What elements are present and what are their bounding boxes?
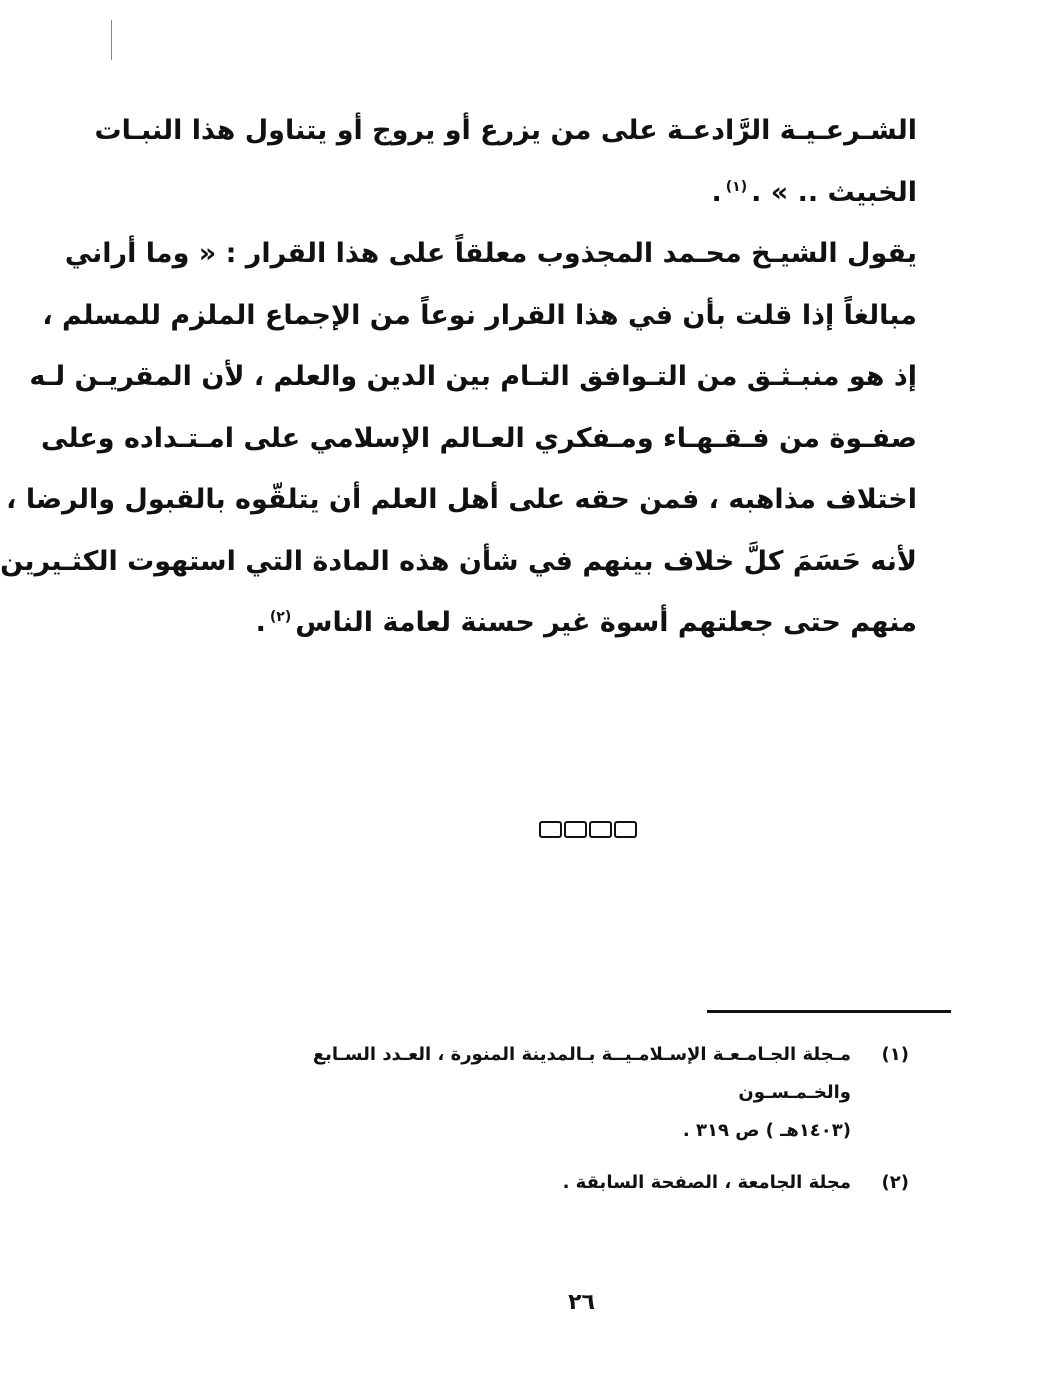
footnote-number: (١): [881, 1044, 909, 1065]
page-number: ٢٦: [568, 1290, 595, 1315]
body-line: يقول الشيـخ محـمد المجذوب معلقاً على هذا القرار : « وما أراني: [64, 238, 917, 269]
footnote-ref: (٢): [269, 609, 292, 625]
end-period: .: [711, 176, 722, 208]
footnote-text-line: (١٤٠٣هـ ) ص ٣١٩ .: [682, 1120, 851, 1141]
scan-edge-mark: [111, 20, 115, 60]
ornament-square: [614, 821, 637, 838]
section-divider-ornament: [539, 821, 647, 843]
body-line: [199, 592, 917, 654]
body-line-text: منهم حتى جعلتهم أسوة غير حسنة لعامة الناس: [295, 607, 917, 638]
footnote-text: [199, 1164, 851, 1202]
footnotes: [199, 1036, 909, 1216]
body-line: الشـرعـيـة الرَّادعـة على من يزرع أو يروج أو يتناول هذا النبـات: [94, 115, 917, 146]
ornament-square: [589, 821, 612, 838]
footnote-number: (٢): [881, 1172, 909, 1193]
body-line: صفـوة من فـقـهـاء ومـفكري العـالم الإسلامي على امـتـداده وعلى: [41, 422, 917, 454]
body-line: [199, 162, 917, 224]
footnote-separator: [707, 1010, 951, 1013]
body-line-text: الخبيث .. » .: [751, 176, 917, 208]
footnote-text-line: مجلة الجامعة ، الصفحة السابقة .: [562, 1172, 851, 1193]
end-period: .: [255, 607, 266, 638]
body-line: اختلاف مذاهبه ، فمن حقه على أهل العلم أن يتلقّوه بالقبول والرضا ،: [6, 484, 917, 515]
body-text: [0, 100, 917, 654]
body-line: لأنه حَسَمَ كلَّ خلاف بينهم في شأن هذه المادة التي استهوت الكثـيرين: [0, 545, 917, 577]
body-line: مبالغاً إذا قلت بأن في هذا القرار نوعاً من الإجماع الملزم للمسلم ،: [42, 299, 917, 331]
body-line: إذ هو منبـثـق من التـوافق التـام بين الدين والعلم ، لأن المقريـن لـه: [29, 361, 917, 392]
ornament-square: [539, 821, 562, 838]
footnote-item: [199, 1036, 909, 1150]
footnote-text-line: مـجلة الجـامـعـة الإسـلامـيــة بـالمدينة المنورة ، العـدد السـابع والخـمـسـون: [312, 1044, 851, 1103]
footnote-ref: (١): [725, 178, 748, 195]
footnote-text: [199, 1036, 851, 1150]
ornament-square: [564, 821, 587, 838]
footnote-item: [199, 1164, 909, 1202]
